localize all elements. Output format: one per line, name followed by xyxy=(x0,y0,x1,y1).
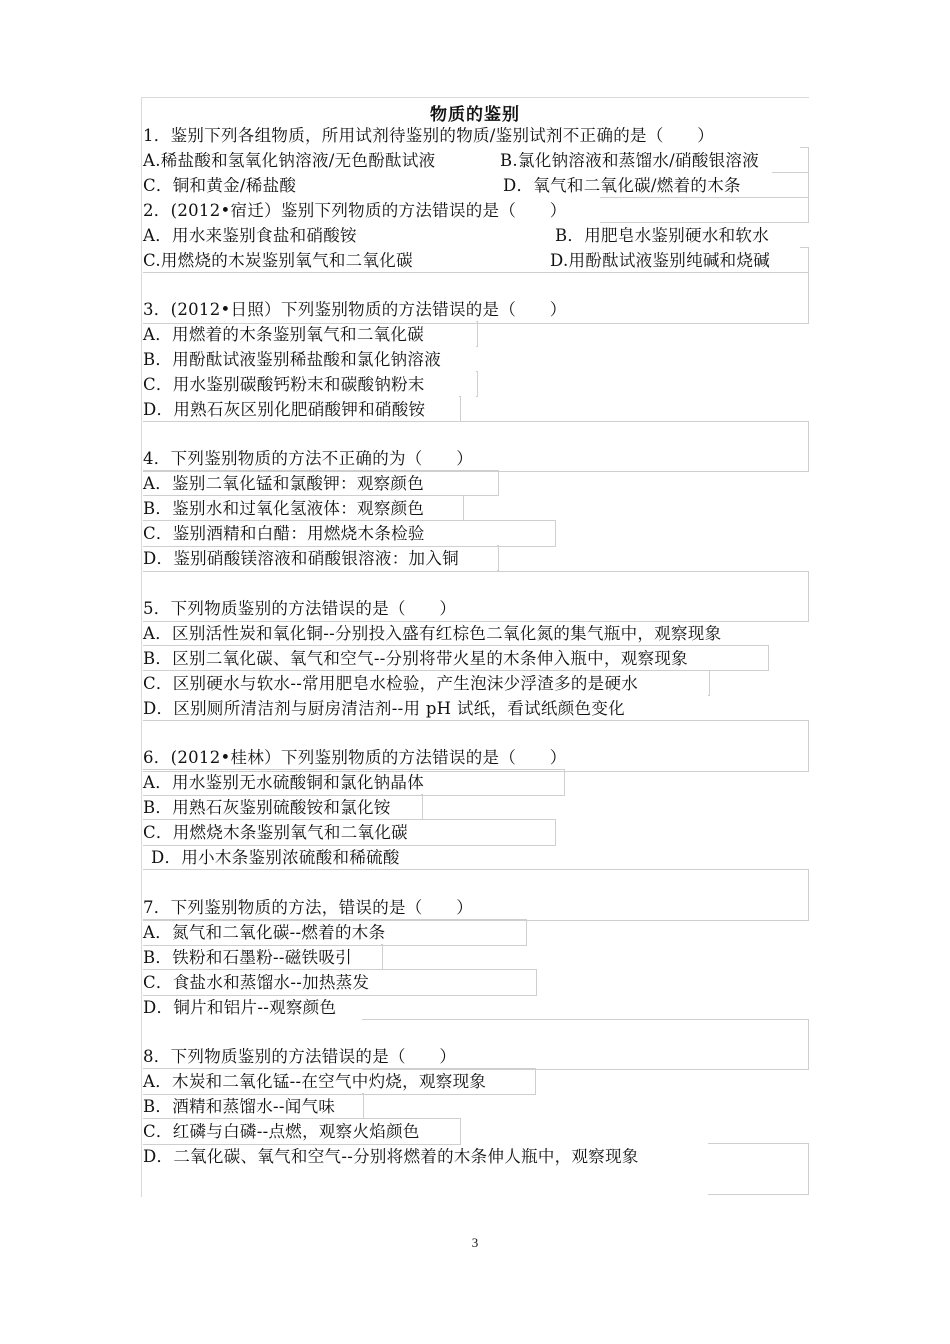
question-6-stem: 6．(2012•桂林）下列鉴别物质的方法错误的是（ ） xyxy=(143,748,567,767)
question-5-stem: 5．下列物质鉴别的方法错误的是（ ） xyxy=(143,599,457,618)
question-6-option-a: A．用水鉴别无水硫酸铜和氯化钠晶体 xyxy=(143,773,425,792)
question-2-option-a: A．用水来鉴别食盐和硝酸铵 xyxy=(143,226,357,245)
answer-blank-box xyxy=(459,396,461,422)
page-title: 物质的鉴别 xyxy=(430,105,520,125)
question-3-stem: 3．(2012•日照）下列鉴别物质的方法错误的是（ ） xyxy=(143,300,567,319)
question-1-option-c: C．铜和黄金/稀盐酸 xyxy=(143,176,297,195)
answer-blank-box xyxy=(143,969,537,996)
answer-blank-box xyxy=(800,147,809,173)
question-4-stem: 4．下列鉴别物质的方法不正确的为（ ） xyxy=(143,449,473,468)
page-number: 3 xyxy=(471,1235,479,1250)
question-4-option-a: A．鉴别二氧化锰和氯酸钾：观察颜色 xyxy=(143,474,425,493)
answer-blank-box xyxy=(772,172,809,198)
answer-blank-box xyxy=(143,1118,461,1145)
question-4-option-d: D．鉴别硝酸镁溶液和硝酸银溶液：加入铜 xyxy=(143,549,459,568)
answer-blank-box xyxy=(600,197,809,223)
question-3-option-c: C．用水鉴别碳酸钙粉末和碳酸钠粉末 xyxy=(143,375,425,394)
question-4-option-c: C．鉴别酒精和白醋：用燃烧木条检验 xyxy=(143,524,425,543)
question-6-option-c: C．用燃烧木条鉴别氧气和二氧化碳 xyxy=(143,823,408,842)
answer-blank-box xyxy=(476,371,478,397)
question-3-option-a: A．用燃着的木条鉴别氧气和二氧化碳 xyxy=(143,325,425,344)
answer-blank-box xyxy=(143,919,527,946)
question-3-option-d: D．用熟石灰区别化肥硝酸钾和硝酸铵 xyxy=(143,400,426,419)
question-8-option-a: A．木炭和二氧化锰--在空气中灼烧，观察现象 xyxy=(143,1072,487,1091)
answer-blank-box xyxy=(143,495,464,521)
question-5-option-a: A．区别活性炭和氧化铜--分别投入盛有红棕色二氧化氮的集气瓶中，观察现象 xyxy=(143,624,722,643)
answer-blank-box xyxy=(708,670,710,696)
question-7-option-c: C．食盐水和蒸馏水--加热蒸发 xyxy=(143,973,370,992)
question-1-stem: 1．鉴别下列各组物质，所用试剂待鉴别的物质/鉴别试剂不正确的是（ ） xyxy=(143,126,715,145)
question-1-option-d: D．氧气和二氧化碳/燃着的木条 xyxy=(503,176,741,195)
question-7-option-b: B．铁粉和石墨粉--磁铁吸引 xyxy=(143,948,352,967)
question-2-stem: 2．(2012•宿迁）鉴别下列物质的方法错误的是（ ） xyxy=(143,201,567,220)
answer-blank-box xyxy=(708,1143,809,1195)
question-8-option-b: B．酒精和蒸馏水--闻气味 xyxy=(143,1097,336,1116)
answer-blank-box xyxy=(143,819,556,846)
question-2-option-d: D.用酚酞试液鉴别纯碱和烧碱 xyxy=(550,251,771,270)
question-2-option-b: B．用肥皂水鉴别硬水和软水 xyxy=(555,226,770,245)
answer-blank-box xyxy=(476,321,478,347)
answer-blank-box xyxy=(497,545,499,571)
question-4-option-b: B．鉴别水和过氧化氢液体：观察颜色 xyxy=(143,499,425,518)
answer-blank-box xyxy=(362,1093,364,1119)
question-1-option-b: B.氯化钠溶液和蒸馏水/硝酸银溶液 xyxy=(500,151,760,170)
answer-blank-box xyxy=(143,645,769,671)
answer-blank-box xyxy=(143,470,499,496)
question-2-option-c: C.用燃烧的木炭鉴别氧气和二氧化碳 xyxy=(143,251,413,270)
answer-blank-box xyxy=(143,1068,536,1095)
question-5-option-b: B．区别二氧化碳、氧气和空气--分别将带火星的木条伸入瓶中，观察现象 xyxy=(143,649,688,668)
answer-blank-box xyxy=(143,520,556,547)
question-8-option-c: C．红磷与白磷--点燃，观察火焰颜色 xyxy=(143,1122,420,1141)
question-5-option-c: C．区别硬水与软水--常用肥皂水检验，产生泡沫少浮渣多的是硬水 xyxy=(143,674,639,693)
question-7-option-d: D．铜片和铝片--观察颜色 xyxy=(143,998,337,1017)
question-3-option-b: B．用酚酞试液鉴别稀盐酸和氯化钠溶液 xyxy=(143,350,442,369)
question-1-option-a: A.稀盐酸和氢氧化钠溶液/无色酚酞试液 xyxy=(143,151,436,170)
answer-blank-box xyxy=(421,794,423,820)
question-8-option-d: D．二氧化碳、氧气和空气--分别将燃着的木条伸人瓶中，观察现象 xyxy=(143,1147,639,1166)
question-7-stem: 7．下列鉴别物质的方法，错误的是（ ） xyxy=(143,898,473,917)
question-8-stem: 8．下列物质鉴别的方法错误的是（ ） xyxy=(143,1047,457,1066)
question-6-option-d: D．用小木条鉴别浓硫酸和稀硫酸 xyxy=(151,848,400,867)
question-5-option-d: D．区别厕所清洁剂与厨房清洁剂--用 pH 试纸，看试纸颜色变化 xyxy=(143,699,625,718)
answer-blank-box xyxy=(381,944,383,970)
page-frame-left xyxy=(141,97,142,1197)
question-6-option-b: B．用熟石灰鉴别硫酸铵和氯化铵 xyxy=(143,798,391,817)
answer-blank-box xyxy=(800,247,809,273)
page-frame-top xyxy=(141,97,809,98)
answer-blank-box xyxy=(143,769,565,796)
question-7-option-a: A．氮气和二氧化碳--燃着的木条 xyxy=(143,923,386,942)
